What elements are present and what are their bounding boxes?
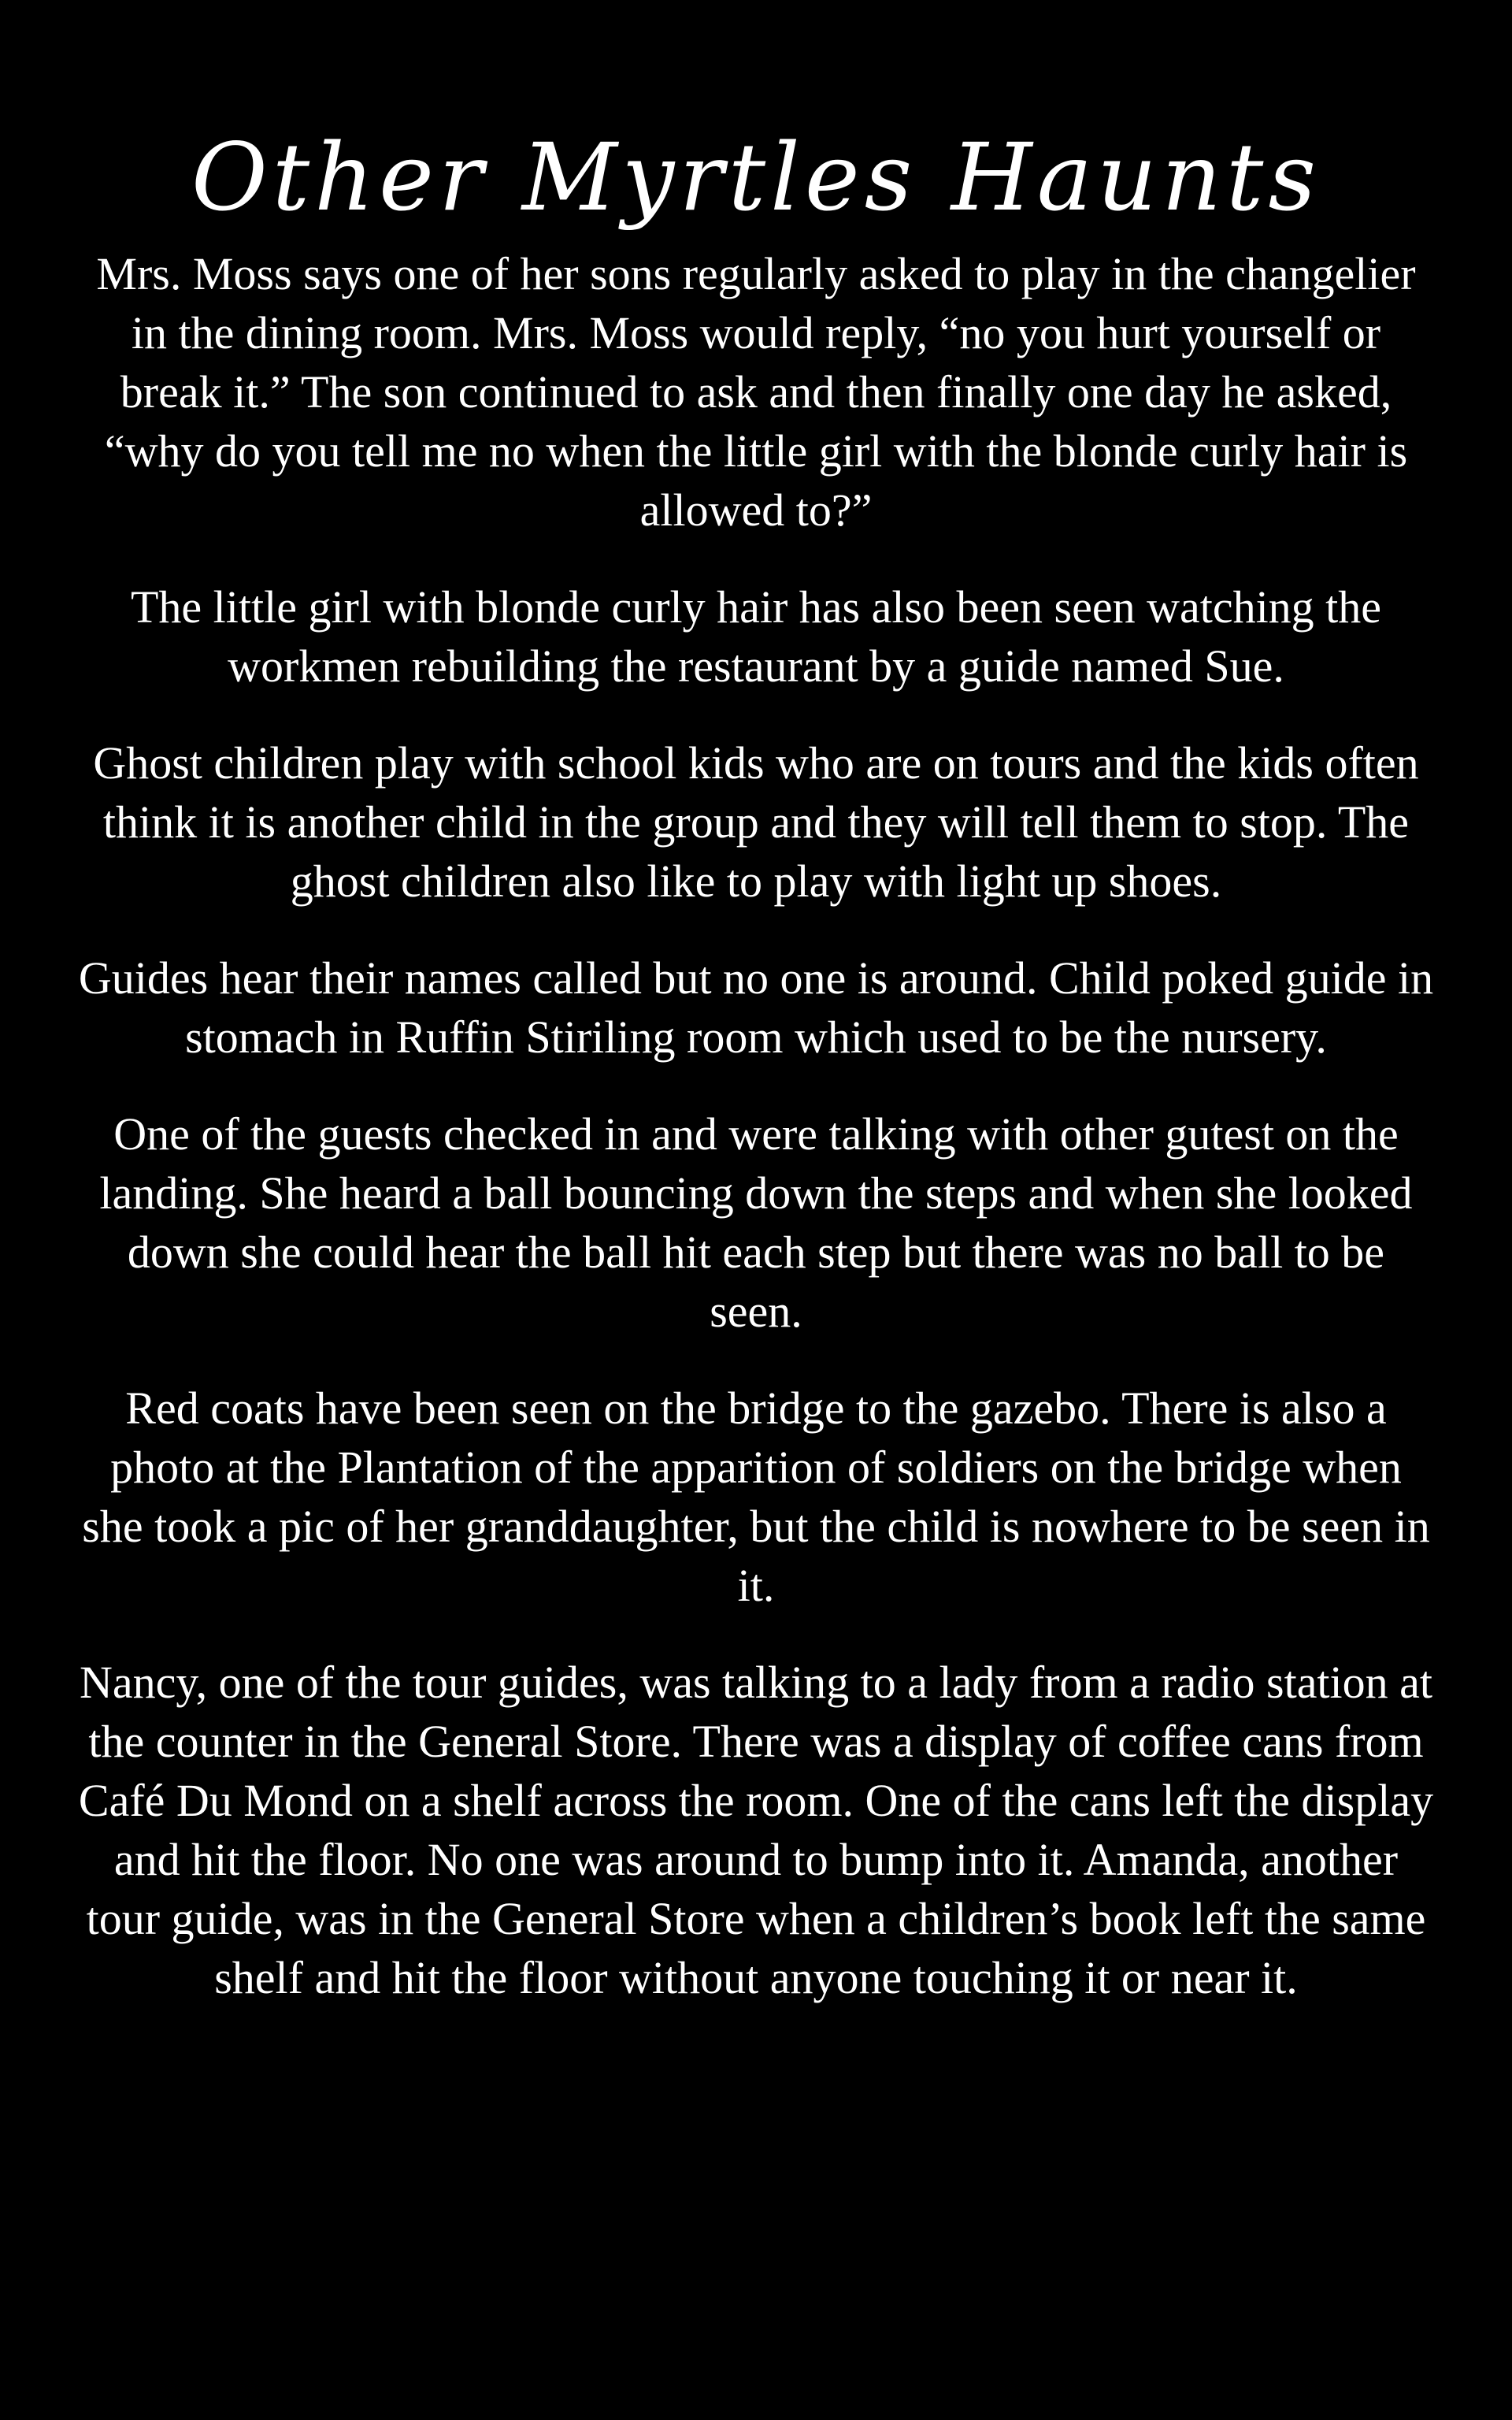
paragraph-guides: Guides hear their names called but no one is around. Child poked guide in stomach in Ruffin Stiriling room which used to be the nursery. bbox=[78, 952, 1434, 1063]
paragraph-general-store: Nancy, one of the tour guides, was talking to a lady from a radio station at the counter in the General Store. There was a display of coffee cans from Café Du Mond on a shelf across the room. One of the cans left the display and hit the floor. No one was around to bump into it. Amanda, another tour guide, was in the General Store when a children’s book left the same shelf and hit the floor without anyone touching it or near it. bbox=[78, 1657, 1434, 2003]
paragraph-red-coats: Red coats have been seen on the bridge to the gazebo. There is also a photo at the Plantation of the apparition of soldiers on the bridge when she took a pic of her granddaughter, but the child is nowhere to be seen in it. bbox=[82, 1383, 1430, 1611]
paragraph-ghost-children: Ghost children play with school kids who are on tours and the kids often think it is another child in the group and they will tell them to stop. The ghost children also like to play with light up shoes. bbox=[93, 737, 1419, 907]
paragraph-chandelier: Mrs. Moss says one of her sons regularly asked to play in the changelier in the dining room. Mrs. Moss would reply, “no you hurt yourself or break it.” The son continued to ask and then finally one day he asked, “why do you tell me no when the little girl with the blonde curly hair is allowed to?” bbox=[96, 248, 1416, 536]
paragraph-ball-bouncing: One of the guests checked in and were talking with other gutest on the landing. She heard a ball bouncing down the steps and when she looked down she could hear the ball hit each step but there was no ball to be seen. bbox=[99, 1108, 1413, 1337]
page-title: Other Myrtles Haunts bbox=[191, 123, 1321, 232]
paragraph-workmen: The little girl with blonde curly hair has also been seen watching the workmen rebuilding the restaurant by a guide named Sue. bbox=[130, 581, 1382, 692]
